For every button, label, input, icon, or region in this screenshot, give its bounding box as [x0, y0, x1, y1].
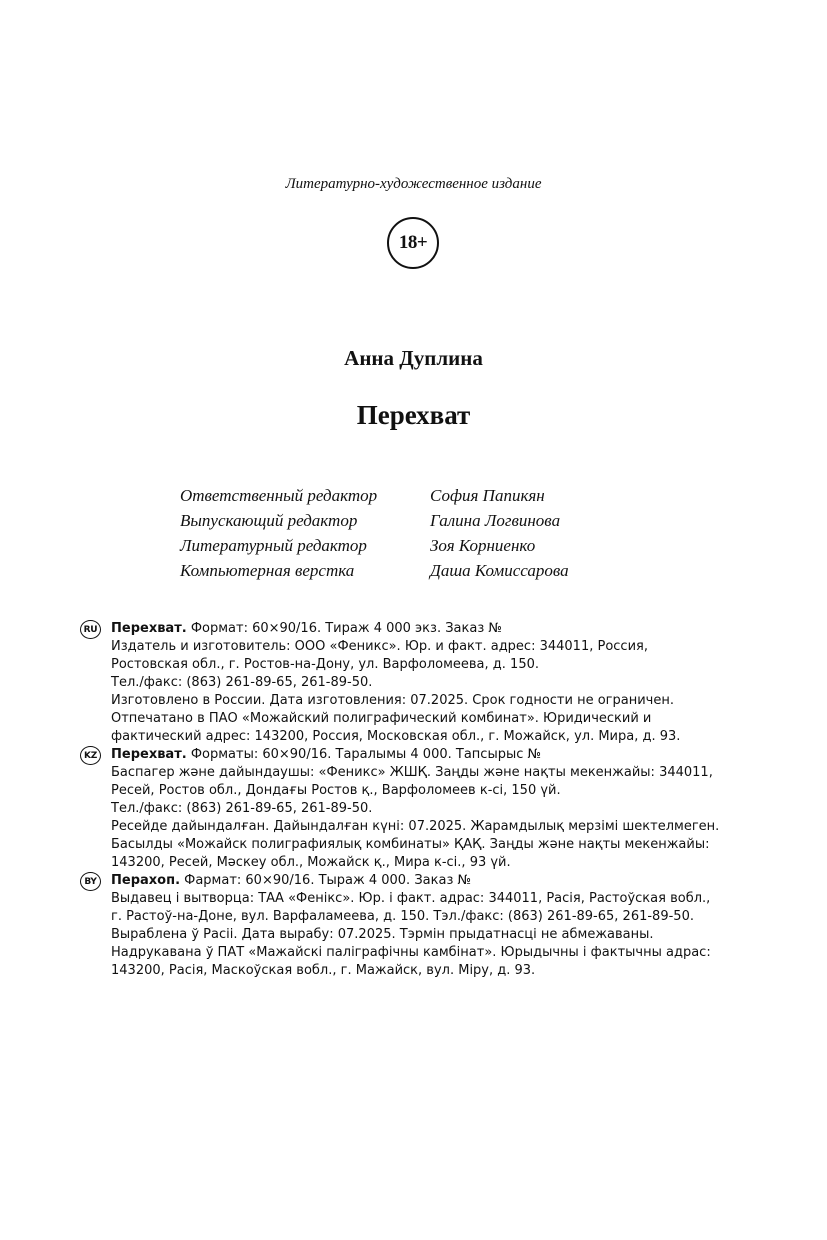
imprint-by [80, 872, 760, 980]
age-rating-badge: 18+ [387, 217, 439, 269]
credit-role: Выпускающий редактор [180, 511, 358, 530]
credit-row [180, 533, 569, 558]
credit-name: София Папикян [430, 486, 545, 505]
imprint-format: Формат: 60×90/16. Тираж 4 000 экз. Заказ № [186, 621, 502, 636]
imprint-line: Выдавец і вытворца: ТАА «Фенікс». Юр. і факт. адрас: 344011, Расія, Растоўская вобл., [111, 891, 711, 906]
imprint-line: 143200, Ресей, Мәскеу обл., Можайск қ., Мира к-сі., 93 үй. [111, 855, 511, 870]
edition-type: Литературно-художественное издание [285, 176, 542, 192]
imprint-title: Перехват. [111, 747, 187, 762]
imprint-line: Издатель и изготовитель: ООО «Феникс». Юр. и факт. адрес: 344011, Россия, [111, 639, 648, 654]
imprint-title: Перехват. [111, 621, 187, 636]
imprint-line: Изготовлено в России. Дата изготовления: 07.2025. Срок годности не ограничен. [111, 693, 674, 708]
credits-list [180, 483, 569, 583]
imprint-format: Форматы: 60×90/16. Таралымы 4 000. Тапсырыс № [186, 747, 542, 762]
kz-language-badge: KZ [80, 746, 101, 765]
credit-role: Ответственный редактор [180, 486, 378, 505]
imprint-line: Басылды «Можайск полиграфиялық комбинаты» ҚАҚ. Заңды және нақты мекенжайы: [111, 837, 710, 852]
imprint-line: Баспагер және дайындаушы: «Феникс» ЖШҚ. Заңды және нақты мекенжайы: 344011, [111, 765, 713, 780]
imprint-format: Фармат: 60×90/16. Тыраж 4 000. Заказ № [180, 873, 472, 888]
credit-name: Зоя Корниенко [430, 536, 536, 555]
credit-row [180, 558, 569, 583]
imprint-line: Ресей, Ростов обл., Дондағы Ростов қ., Варфоломеев к-сі, 150 үй. [111, 783, 561, 798]
credit-name: Галина Логвинова [430, 511, 561, 530]
book-title: Перехват [356, 400, 471, 430]
imprint-kz [80, 746, 760, 872]
imprint-line [111, 620, 760, 638]
imprint-line: г. Растоў-на-Доне, вул. Варфаламеева, д. 150. Тэл./факс: (863) 261-89-65, 261-89-50. [111, 909, 694, 924]
imprint-line [111, 746, 760, 764]
imprint-line: 143200, Расія, Маскоўская вобл., г. Мажайск, вул. Міру, д. 93. [111, 963, 536, 978]
imprint-ru [80, 620, 760, 746]
credit-role: Компьютерная верстка [180, 561, 355, 580]
imprint-line: Ресейде дайындалған. Дайындалған күні: 07.2025. Жарамдылық мерзімі шектелмеген. [111, 819, 720, 834]
imprint-line: Ростовская обл., г. Ростов-на-Дону, ул. Варфоломеева, д. 150. [111, 657, 539, 672]
ru-language-badge: RU [80, 620, 101, 639]
credit-role: Литературный редактор [180, 536, 367, 555]
imprint-line: Тел./факс: (863) 261-89-65, 261-89-50. [111, 675, 373, 690]
credit-row [180, 483, 569, 508]
credit-name: Даша Комиссарова [430, 561, 569, 580]
credit-row [180, 508, 569, 533]
book-author: Анна Дуплина [344, 346, 483, 370]
imprint-line: Отпечатано в ПАО «Можайский полиграфический комбинат». Юридический и [111, 711, 652, 726]
imprint-line [111, 872, 760, 890]
by-language-badge: BY [80, 872, 101, 891]
imprint-line: Тел./факс: (863) 261-89-65, 261-89-50. [111, 801, 373, 816]
imprint-line: фактический адрес: 143200, Россия, Московская обл., г. Можайск, ул. Мира, д. 93. [111, 729, 681, 744]
imprint-section [80, 620, 760, 980]
imprint-line: Надрукавана ў ПАТ «Мажайскі паліграфічны камбінат». Юрыдычны і фактычны адрас: [111, 945, 711, 960]
imprint-line: Выраблена ў Расіі. Дата вырабу: 07.2025. Тэрмін прыдатнасці не абмежаваны. [111, 927, 654, 942]
imprint-title: Перахоп. [111, 873, 181, 888]
